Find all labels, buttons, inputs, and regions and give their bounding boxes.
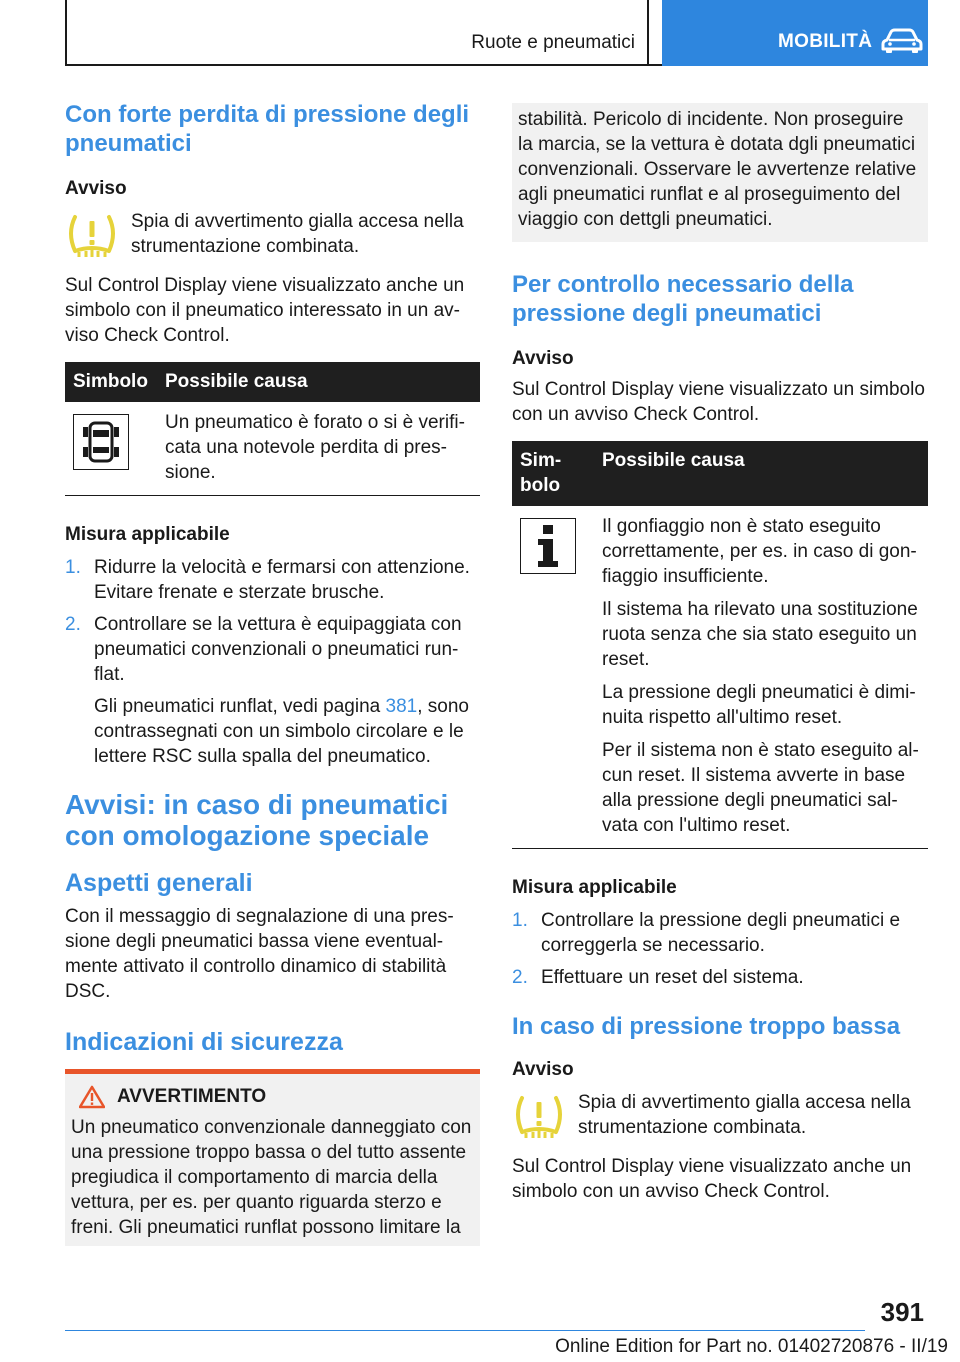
list-item bbox=[65, 555, 480, 605]
info-symbol bbox=[520, 518, 576, 574]
warning-box-title: AVVERTIMENTO bbox=[117, 1086, 267, 1107]
avviso-label: Avviso bbox=[65, 178, 127, 199]
control-display-para: Sul Control Display viene visualizzato anche un simbolo con il pneumatico interessato in un av‐viso Check Control. bbox=[65, 275, 465, 346]
avviso-label: Avviso bbox=[512, 348, 574, 369]
tire-pressure-warning-icon bbox=[65, 213, 119, 259]
warning-triangle-icon bbox=[79, 1085, 105, 1109]
symbol-cause-table bbox=[512, 441, 928, 849]
heading-controllo-necessario: Per controllo necessario della pressione degli pneumatici bbox=[512, 271, 854, 327]
car-top-view-icon bbox=[79, 418, 123, 466]
note-text-before: Gli pneumatici runflat, vedi pagina bbox=[94, 696, 386, 717]
step-number: 2. bbox=[65, 614, 81, 635]
measure-label: Misura applicabile bbox=[512, 877, 677, 898]
step-text: Ridurre la velocità e fermarsi con attenzione. Evitare frenate e sterzate brusche. bbox=[94, 557, 470, 603]
control-display-para: Sul Control Display viene visualizzato un simbolo con un avviso Check Control. bbox=[512, 379, 925, 425]
control-display-para-2: Sul Control Display viene visualizzato anche un simbolo con un avviso Check Control. bbox=[512, 1156, 912, 1202]
tire-pressure-warning-icon bbox=[512, 1094, 566, 1140]
table-cause-text: Un pneumatico è forato o si è verifi‐cata una notevole perdita di pres‐sione. bbox=[157, 402, 480, 496]
general-text: Con il messaggio di segnalazione di una pres‐sione degli pneumatici bassa viene eventual‐mente attivato il controllo dinamico di stabilità DSC. bbox=[65, 906, 454, 1002]
header-divider bbox=[647, 0, 649, 66]
warning-light-notice bbox=[512, 1090, 928, 1140]
step-number: 1. bbox=[65, 557, 81, 578]
step-text: Effettuare un reset del sistema. bbox=[541, 967, 804, 988]
heading-pressione-troppo-bassa: In caso di pressione troppo bassa bbox=[512, 1013, 901, 1040]
list-item bbox=[65, 612, 480, 769]
table-row bbox=[512, 506, 928, 849]
header-left-rule bbox=[65, 0, 67, 66]
cause-text: Il gonfiaggio non è stato eseguito correttamente, per es. in caso di gon‐fiaggio insufficiente. bbox=[602, 516, 917, 587]
footer-rule bbox=[65, 1330, 865, 1331]
cause-text: La pressione degli pneumatici è dimi‐nuita rispetto all'ultimo reset. bbox=[602, 682, 916, 728]
car-icon bbox=[881, 28, 923, 54]
warning-box-text: Un pneumatico convenzionale danneggiato con una pressione troppo bassa o del tutto assente pregiudica il comportamento di marcia della vettura, per es. per quanto riguarda sterzo e freni. Gli pneumatici runflat possono limitare la bbox=[71, 1117, 472, 1238]
avviso-label: Avviso bbox=[512, 1059, 574, 1080]
warning-box bbox=[65, 1069, 480, 1246]
step-number: 1. bbox=[512, 910, 528, 931]
table-header-cause: Possibile causa bbox=[594, 441, 928, 506]
warning-light-notice bbox=[65, 209, 480, 259]
measure-steps bbox=[65, 555, 480, 769]
step-text: Controllare se la vettura è equipaggiata con pneumatici convenzionali o pneumatici run‐flat. bbox=[94, 614, 462, 685]
symbol-cause-table bbox=[65, 362, 480, 496]
step-number: 2. bbox=[512, 967, 528, 988]
right-column bbox=[512, 100, 928, 1204]
info-icon bbox=[533, 523, 563, 569]
heading-forte-perdita: Con forte perdita di pressione degli pneumatici bbox=[65, 101, 470, 157]
header-tab-label: MOBILITÀ bbox=[778, 31, 873, 52]
heading-avvisi-omologazione: Avvisi: in caso di pneumatici con omologazione speciale bbox=[65, 789, 449, 851]
page-381-link[interactable]: 381 bbox=[385, 696, 418, 717]
table-row bbox=[65, 402, 480, 496]
heading-aspetti-generali: Aspetti generali bbox=[65, 869, 253, 897]
table-header-symbol: Sim‐bolo bbox=[512, 441, 594, 506]
cause-text: Per il sistema non è stato eseguito al‐cun reset. Il sistema avverte in base alla pressione degli pneumatici sal‐vata con l'ultimo reset. bbox=[602, 740, 919, 836]
table-header-cause: Possibile causa bbox=[157, 362, 480, 402]
step-text: Controllare la pressione degli pneumatici e correggerla se necessario. bbox=[541, 910, 901, 956]
page-number: 391 bbox=[880, 1297, 924, 1327]
list-item bbox=[512, 908, 928, 958]
damaged-tire-symbol bbox=[73, 414, 129, 470]
warning-light-text: Spia di avvertimento gialla accesa nella strumentazione combinata. bbox=[578, 1092, 911, 1138]
warning-box-header bbox=[79, 1084, 474, 1109]
heading-indicazioni-sicurezza: Indicazioni di sicurezza bbox=[65, 1028, 343, 1056]
step-2-note bbox=[94, 694, 480, 769]
measure-label: Misura applicabile bbox=[65, 524, 230, 545]
warning-light-text: Spia di avvertimento gialla accesa nella strumentazione combinata. bbox=[131, 211, 464, 257]
cause-text: Il sistema ha rilevato una sostituzione ruota senza che sia stato eseguito un reset. bbox=[602, 599, 918, 670]
warning-box-continued bbox=[512, 103, 928, 242]
header-tab-mobilita[interactable] bbox=[662, 0, 928, 66]
warning-box-continued-text: stabilità. Pericolo di incidente. Non proseguire la marcia, se la vettura è dotata dgli pneumatici convenzionali. Osservare le avvertenze relative agli pneumatici runflat e al proseguimento del viaggio con dettgli pneumatici. bbox=[518, 109, 917, 230]
list-item bbox=[512, 965, 928, 990]
footer-edition: Online Edition for Part no. 01402720876 - II/19 bbox=[555, 1336, 948, 1357]
header-section-title: Ruote e pneumatici bbox=[471, 32, 635, 53]
note-text-after: , sono contrassegnati con un simbolo circolare e le lettere RSC sulla spalla del pneumatico. bbox=[94, 696, 469, 767]
measure-steps bbox=[512, 908, 928, 990]
table-header-symbol: Simbolo bbox=[65, 362, 157, 402]
left-column bbox=[65, 100, 480, 1246]
